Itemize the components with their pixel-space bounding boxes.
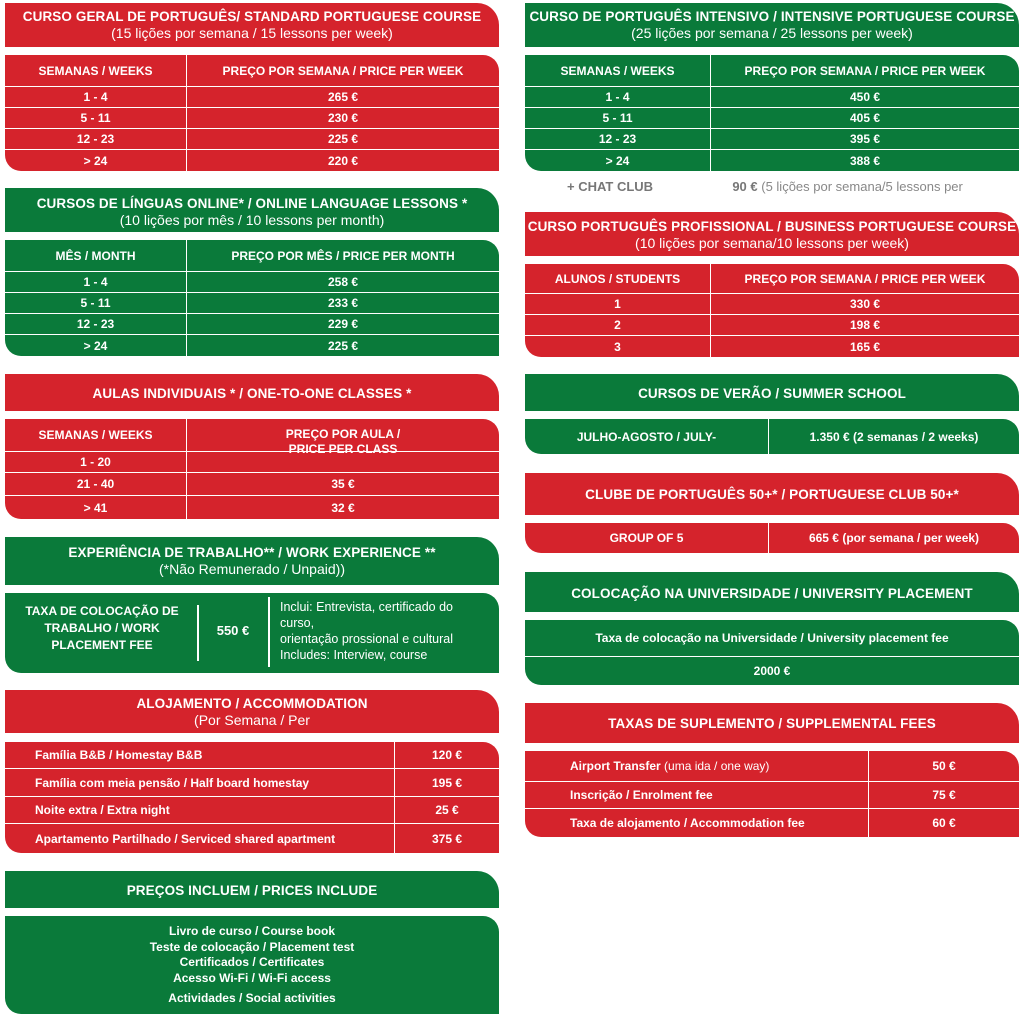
- column-header: PREÇO POR AULA / PRICE PER CLASS: [285, 427, 401, 456]
- table-row: [5, 129, 499, 150]
- column-header: PREÇO POR MÊS / PRICE PER MONTH: [231, 248, 455, 263]
- prices-include-box: [5, 916, 499, 1014]
- standard-course-subtitle: (15 lições por semana / 15 lessons per week): [111, 25, 393, 41]
- price-cell: 120 €: [431, 748, 463, 762]
- fee-name: Taxa de alojamento / Accommodation fee: [525, 809, 869, 837]
- intensive-course-title: CURSO DE PORTUGUÊS INTENSIVO / INTENSIVE PORTUGUESE COURSE: [529, 9, 1015, 24]
- intensive-course-header: [525, 3, 1019, 47]
- table-header-row: [5, 55, 499, 87]
- weeks-cell: 5 - 11: [5, 108, 187, 128]
- table-row: [5, 272, 499, 293]
- work-experience-header: [5, 537, 499, 585]
- divider: [268, 597, 270, 667]
- description-line: Inclui: Entrevista, certificado do curso,: [280, 600, 453, 630]
- intensive-course-subtitle: (25 lições por semana / 25 lessons per week): [631, 25, 913, 41]
- weeks-cell: 1 - 20: [5, 452, 187, 472]
- fee-name-note: (uma ida / one way): [664, 759, 770, 773]
- group-cell: GROUP OF 5: [525, 523, 769, 553]
- table-row: [5, 473, 499, 496]
- business-course-header: [525, 212, 1019, 256]
- table-row: [525, 523, 1019, 553]
- table-row: [525, 782, 1019, 809]
- table-header-row: [525, 264, 1019, 294]
- price-cell: 665 € (por semana / per week): [808, 531, 980, 545]
- period-cell: JULHO-AGOSTO / JULY-: [525, 419, 769, 454]
- price-cell: 230 €: [327, 111, 359, 125]
- fee-name: Inscrição / Enrolment fee: [525, 782, 869, 808]
- supplemental-fees-table: [525, 751, 1019, 837]
- students-cell: 2: [525, 315, 711, 335]
- chat-club-note: [567, 179, 1019, 194]
- prices-include-title: PREÇOS INCLUEM / PRICES INCLUDE: [126, 883, 378, 898]
- price-cell: 50 €: [932, 759, 956, 773]
- price-cell: 35 €: [331, 477, 355, 491]
- description-line: Includes: Interview, course: [280, 648, 428, 662]
- accommodation-subtitle: (Por Semana / Per: [194, 712, 310, 728]
- price-cell: 198 €: [849, 318, 881, 332]
- table-row: [5, 335, 499, 356]
- weeks-cell: 12 - 23: [525, 129, 711, 149]
- list-item: Certificados / Certificates: [179, 955, 325, 969]
- work-experience-title: EXPERIÊNCIA DE TRABALHO** / WORK EXPERIENCE **: [68, 545, 436, 560]
- table-header-row: [525, 55, 1019, 87]
- club50-header: [525, 473, 1019, 515]
- table-row: [5, 293, 499, 314]
- price-cell: 395 €: [849, 132, 881, 146]
- table-row: [5, 824, 499, 853]
- accommodation-type: Família B&B / Homestay B&B: [5, 742, 395, 768]
- list-item: Actividades / Social activities: [168, 991, 336, 1005]
- table-row: [5, 108, 499, 129]
- online-lessons-title: CURSOS DE LÍNGUAS ONLINE* / ONLINE LANGUAGE LESSONS *: [36, 196, 468, 211]
- work-placement-fee: 550 €: [216, 623, 250, 638]
- weeks-cell: 12 - 23: [5, 129, 187, 149]
- intensive-course-table: [525, 55, 1019, 171]
- price-cell: 225 €: [327, 132, 359, 146]
- work-placement-description: [280, 599, 480, 663]
- table-row: [525, 129, 1019, 150]
- work-experience-subtitle: (*Não Remunerado / Unpaid)): [159, 561, 345, 577]
- club50-title: CLUBE DE PORTUGUÊS 50+* / PORTUGUESE CLUB 50+*: [585, 487, 959, 502]
- accommodation-header: [5, 690, 499, 733]
- price-cell: 375 €: [431, 831, 463, 846]
- standard-course-header: [5, 3, 499, 47]
- price-cell: 405 €: [849, 111, 881, 125]
- table-row: [525, 108, 1019, 129]
- weeks-cell: 1 - 4: [5, 87, 187, 107]
- price-cell: 220 €: [327, 153, 359, 168]
- price-cell: 258 €: [327, 275, 359, 289]
- university-placement-box: [525, 620, 1019, 685]
- table-row: [525, 87, 1019, 108]
- table-header-row: [5, 240, 499, 272]
- list-item: Teste de colocação / Placement test: [149, 939, 355, 954]
- table-row: [5, 496, 499, 519]
- fee-name-text: Airport Transfer: [570, 759, 661, 773]
- weeks-cell: 1 - 4: [525, 87, 711, 107]
- table-row: [525, 315, 1019, 336]
- accommodation-title: ALOJAMENTO / ACCOMMODATION: [136, 696, 368, 711]
- business-course-subtitle: (10 lições por semana/10 lessons per week): [635, 235, 909, 251]
- column-header: SEMANAS / WEEKS: [5, 55, 187, 86]
- month-cell: > 24: [5, 335, 187, 356]
- summer-school-table: [525, 419, 1019, 454]
- university-fee: 2000 €: [753, 664, 791, 678]
- table-row: [525, 657, 1019, 685]
- price-cell: 25 €: [435, 803, 459, 817]
- table-row: [5, 150, 499, 171]
- supplemental-fees-title: TAXAS DE SUPLEMENTO / SUPPLEMENTAL FEES: [608, 716, 936, 731]
- individual-classes-table: [5, 419, 499, 519]
- online-lessons-header: [5, 188, 499, 232]
- prices-include-header: [5, 871, 499, 908]
- weeks-cell: 5 - 11: [525, 108, 711, 128]
- price-cell: 388 €: [849, 153, 881, 168]
- column-header: PREÇO POR SEMANA / PRICE PER WEEK: [744, 271, 986, 286]
- online-lessons-subtitle: (10 lições por mês / 10 lessons per month): [119, 212, 385, 228]
- price-cell: 265 €: [327, 90, 359, 104]
- weeks-cell: > 41: [5, 496, 187, 519]
- month-cell: 1 - 4: [5, 272, 187, 292]
- price-cell: 330 €: [849, 297, 881, 311]
- column-header: PREÇO POR SEMANA / PRICE PER WEEK: [222, 63, 464, 78]
- table-row: [525, 150, 1019, 171]
- summer-school-title: CURSOS DE VERÃO / SUMMER SCHOOL: [638, 386, 906, 401]
- university-fee-label: Taxa de colocação na Universidade / University placement fee: [595, 631, 949, 645]
- price-cell: 195 €: [431, 775, 463, 790]
- table-row: [525, 751, 1019, 782]
- column-header: SEMANAS / WEEKS: [5, 419, 187, 451]
- column-header: ALUNOS / STUDENTS: [525, 264, 711, 293]
- column-header: MÊS / MONTH: [5, 240, 187, 271]
- table-row: [525, 809, 1019, 837]
- price-cell: 450 €: [849, 90, 881, 104]
- weeks-cell: 21 - 40: [5, 473, 187, 495]
- summer-school-header: [525, 374, 1019, 411]
- price-cell: 75 €: [932, 788, 956, 802]
- students-cell: 3: [525, 336, 711, 357]
- standard-course-title: CURSO GERAL DE PORTUGUÊS/ STANDARD PORTUGUESE COURSE: [22, 9, 482, 24]
- individual-classes-title: AULAS INDIVIDUAIS * / ONE-TO-ONE CLASSES *: [92, 386, 412, 401]
- table-row: [5, 452, 499, 473]
- accommodation-table: [5, 742, 499, 853]
- list-item: Acesso Wi-Fi / Wi-Fi access: [173, 970, 331, 985]
- accommodation-type: Família com meia pensão / Half board homestay: [5, 769, 395, 796]
- price-cell: [187, 452, 499, 472]
- individual-classes-header: [5, 374, 499, 411]
- business-course-table: [525, 264, 1019, 357]
- price-cell: 233 €: [327, 296, 359, 310]
- column-header: PREÇO POR SEMANA / PRICE PER WEEK: [744, 63, 986, 78]
- university-placement-title: COLOCAÇÃO NA UNIVERSIDADE / UNIVERSITY PLACEMENT: [571, 586, 973, 601]
- column-header: SEMANAS / WEEKS: [525, 55, 711, 86]
- work-placement-box: [5, 593, 499, 673]
- month-cell: 12 - 23: [5, 314, 187, 334]
- included-items-list: [5, 924, 499, 1007]
- price-cell: 1.350 € (2 semanas / 2 weeks): [809, 429, 979, 444]
- chat-club-label: + CHAT CLUB: [567, 179, 654, 194]
- fee-name: [525, 751, 869, 781]
- weeks-cell: > 24: [525, 150, 711, 171]
- university-placement-header: [525, 572, 1019, 612]
- divider: [197, 605, 199, 661]
- month-cell: 5 - 11: [5, 293, 187, 313]
- price-cell: 32 €: [331, 500, 355, 515]
- description-line: orientação prossional e cultural: [280, 632, 454, 646]
- list-item: Livro de curso / Course book: [168, 924, 336, 938]
- table-row: [5, 742, 499, 769]
- table-row: [525, 419, 1019, 454]
- supplemental-fees-header: [525, 703, 1019, 743]
- chat-club-price: 90 €: [732, 179, 758, 194]
- table-row: [5, 769, 499, 797]
- price-cell: 60 €: [932, 816, 956, 830]
- price-cell: 225 €: [327, 338, 359, 353]
- chat-club-description: (5 lições por semana/5 lessons per: [761, 179, 963, 194]
- weeks-cell: > 24: [5, 150, 187, 171]
- table-row: [5, 314, 499, 335]
- price-cell: 229 €: [327, 317, 359, 331]
- table-row: [525, 336, 1019, 357]
- table-row: [5, 87, 499, 108]
- online-lessons-table: [5, 240, 499, 356]
- business-course-title: CURSO PORTUGUÊS PROFISSIONAL / BUSINESS PORTUGUESE COURSE: [527, 219, 1017, 234]
- standard-course-table: [5, 55, 499, 171]
- table-header-row: [5, 419, 499, 456]
- table-row: [5, 797, 499, 824]
- table-row: [525, 294, 1019, 315]
- price-cell: 165 €: [849, 339, 881, 354]
- students-cell: 1: [525, 294, 711, 314]
- table-row: [525, 620, 1019, 657]
- accommodation-type: Noite extra / Extra night: [5, 797, 395, 823]
- work-placement-fee-label: TAXA DE COLOCAÇÃO DE TRABALHO / WORK PLACEMENT FEE: [25, 604, 179, 652]
- club50-table: [525, 523, 1019, 553]
- accommodation-type: Apartamento Partilhado / Serviced shared apartment: [5, 824, 395, 853]
